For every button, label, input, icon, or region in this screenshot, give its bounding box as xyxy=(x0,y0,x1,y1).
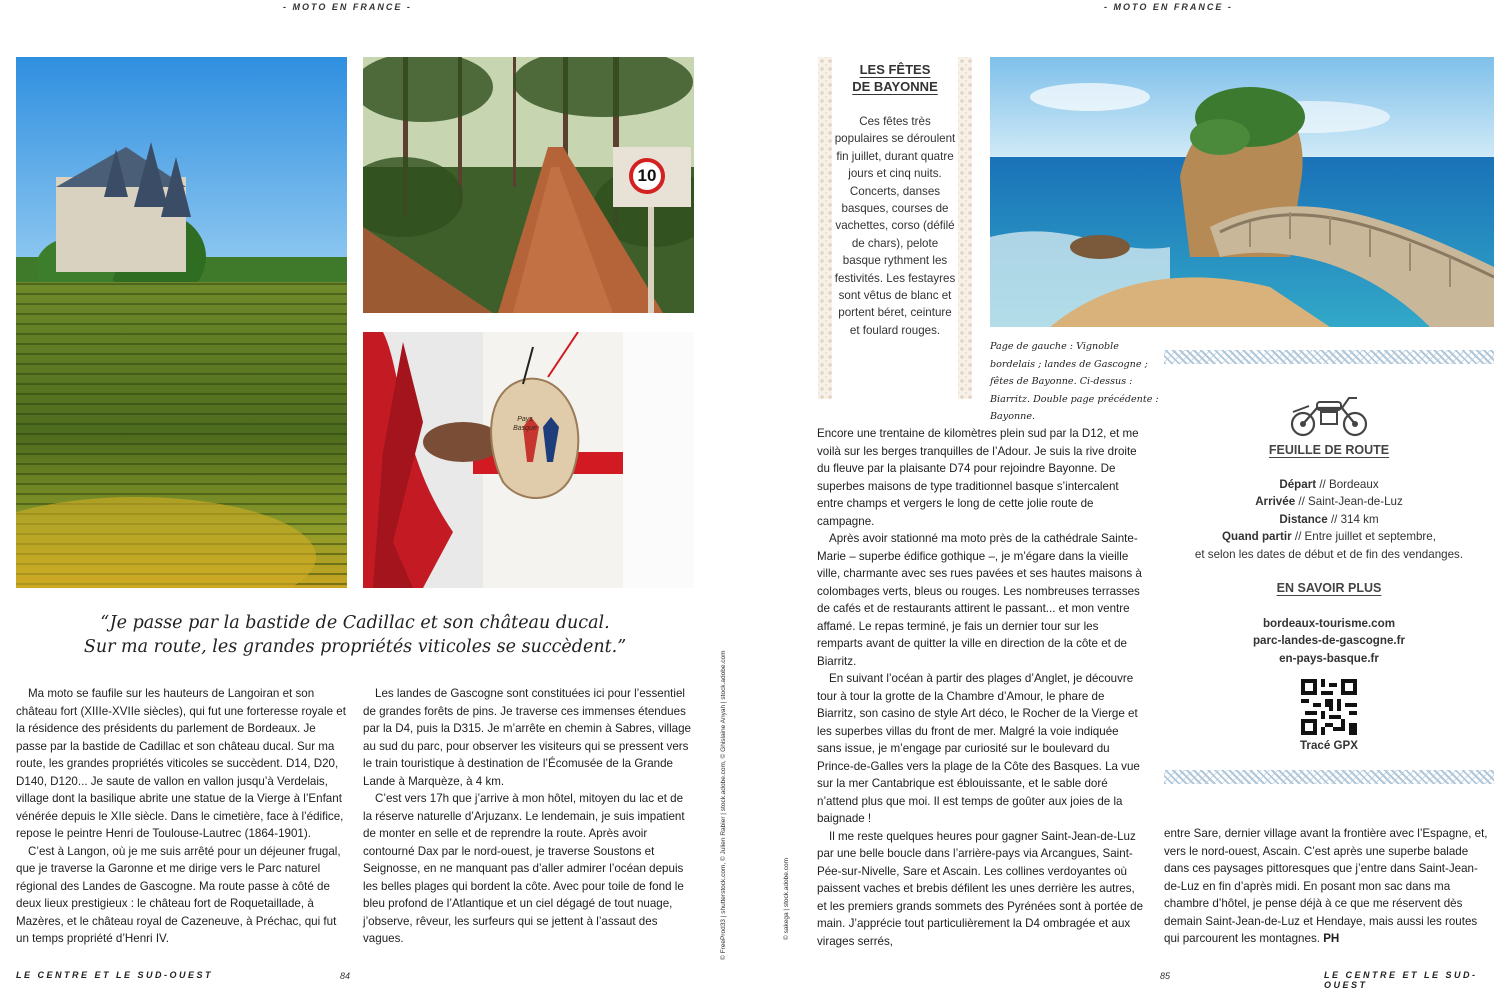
fetes-title xyxy=(834,61,956,95)
paragraph-text: entre Sare, dernier village avant la frontière avec l’Espagne, et, vers le nord-ouest, Ascain. C’est après une superbe balade dans ces paysages pittoresques que j’entre dans Saint-Jean-de-Luz en fin d’après midi. En posant mon sac dans ma chambre d’hôtel, je pense déjà à ce que me réservent dès demain Saint-Jean-de-Luz et Hendaye, mais aussi les routes qui parcourent les montagnes. xyxy=(1164,827,1488,945)
qr-code-icon[interactable] xyxy=(1301,679,1357,735)
running-head-right: - MOTO EN FRANCE - xyxy=(1104,2,1233,12)
paragraph: Ma moto se faufile sur les hauteurs de Langoiran et son château fort (XIIIe-XVIIe siècles), qui fut une forteresse royale et la résidence des présidents du parlement de Bordeaux. Je passe par la bastide de Cadillac et son château ducal. Sur ma route, les grandes propriétés viticoles se succèdent. D14, D20, D140, D120... Je saute de vallon en vallon jusqu’à Verdelais, village dont la basilique abrite une statue de la Vierge à l’Enfant vénérée depuis le XIIe siècle. Dans le cimetière, face à l’édifice, repose le peintre Henri de Toulouse-Lautrec (1864-1901). xyxy=(16,687,346,840)
distance-label: Distance xyxy=(1279,512,1328,526)
savoir-plus-title: EN SAVOIR PLUS xyxy=(1276,581,1382,595)
paragraph: C’est à Langon, où je me suis arrêté pour un déjeuner frugal, que je traverse la Garonne et me dirige vers le Parc naturel régional des Landes de Gascogne. Ma route passe à côté de deux lieux prestigieux : le château fort de Roquetaillade, à Mazères, et le château royal de Cazeneuve, à Préchac, qui fut un temps propriété d’Henri IV. xyxy=(16,844,341,945)
fetes-title-line1: LES FÊTES xyxy=(859,62,931,77)
forest-road-photo xyxy=(363,57,694,313)
arrivee-label: Arrivée xyxy=(1255,495,1296,508)
depart-label: Départ xyxy=(1279,477,1317,491)
body-column-1 xyxy=(16,685,347,948)
quand-value: // Entre juillet et septembre, xyxy=(1294,530,1436,543)
roadbook-box xyxy=(1164,392,1494,755)
roadbook-depart xyxy=(1164,476,1494,494)
decorative-stripe-top xyxy=(1164,350,1494,364)
vineyard-photo xyxy=(16,57,347,588)
paragraph: En suivant l’océan à partir des plages d’Anglet, je découvre tour à tour la grotte de la Chambre d’Amour, le phare de Biarritz, son casino de style Art déco, le Rocher de la Vierge et les superbes villas du front de mer. Malgré la voie indiquée sans issue, je m’engage par curiosité sur le boulevard du Prince-de-Galles vers la plage de la Côte des Basques. La vue sur la mer Cantabrique est éblouissante, et le sable doré n’attend plus que moi. Il est temps de goûter aux joies de la baignade ! xyxy=(817,672,1140,825)
flask-label-line1: Pays xyxy=(517,416,533,423)
roadbook-distance xyxy=(1164,511,1494,529)
paragraph xyxy=(1164,825,1494,948)
body-column-2 xyxy=(363,685,694,948)
footer-section-left: LE CENTRE ET LE SUD-OUEST xyxy=(16,970,214,980)
flask-label-line2: Basque xyxy=(513,425,537,432)
speed-limit-sign: 10 xyxy=(629,158,665,194)
motorcycle-icon xyxy=(1164,392,1494,438)
body-column-4 xyxy=(1164,825,1494,948)
page-number-right: 85 xyxy=(1160,971,1171,981)
pull-quote-line2: Sur ma route, les grandes propriétés viticoles se succèdent.” xyxy=(83,637,627,657)
footer-section-right: LE CENTRE ET LE SUD-OUEST xyxy=(1324,970,1478,990)
paragraph: Les landes de Gascogne sont constituées ici pour l’essentiel de grandes forêts de pins. Je traverse ces immenses étendues par la D4, puis la D315. Je m’arrête en chemin à Sabres, village au sud du parc, pour observer les visiteurs qui se pressent vers le train touristique à destination de l’Écomusée de la Grande Lande à Marquèze, à 4 km. xyxy=(363,687,692,788)
flask-label xyxy=(510,415,540,433)
link-bordeaux-tourisme[interactable]: bordeaux-tourisme.com xyxy=(1262,616,1396,630)
paragraph: Il me reste quelques heures pour gagner Saint-Jean-de-Luz par une belle boucle dans l’arrière-pays via Arcangues, Saint-Pée-sur-Nivelle, Sare et Ascain. Les collines verdoyantes où paissent vaches et brebis défilent les unes derrière les autres, et les premiers grands sommets des Pyrénées sont à portée de main. J’apprécie tout particulièrement la D4 ombragée et aux virages serrés, xyxy=(817,829,1144,948)
running-head-left: - MOTO EN FRANCE - xyxy=(283,2,412,12)
link-parc-landes[interactable]: parc-landes-de-gascogne.fr xyxy=(1252,634,1406,647)
roadbook-quand xyxy=(1164,528,1494,546)
body-column-3 xyxy=(817,425,1144,950)
depart-value: // Bordeaux xyxy=(1319,477,1379,491)
page-number-left: 84 xyxy=(340,971,351,981)
fetes-sidebar xyxy=(834,57,956,399)
photo-credit-right: © sakega | stock.adobe.com xyxy=(783,858,790,940)
roadbook-title: FEUILLE DE ROUTE xyxy=(1268,443,1390,457)
qr-label: Tracé GPX xyxy=(1299,739,1358,752)
author-signature: PH xyxy=(1323,932,1340,945)
roadbook-arrivee xyxy=(1164,493,1494,511)
basque-festival-photo xyxy=(363,332,694,588)
quand-value-line2: et selon les dates de début et de fin des vendanges. xyxy=(1194,547,1464,561)
paragraph: Après avoir stationné ma moto près de la cathédrale Sainte-Marie – superbe édifice gothique –, je m’égare dans la vieille ville, charmante avec ses rues pavées et ses hautes maisons à colombages verts, bleus ou rouges. Les nombreuses terrasses de cafés et de restaurants attirent le passant... et mon ventre affamé. Le repas terminé, je fais un dernier tour sur les remparts avant de quitter la ville en direction de la côte et de Biarritz. xyxy=(817,532,1142,668)
distance-value: // 314 km xyxy=(1330,512,1379,526)
quand-label: Quand partir xyxy=(1222,530,1292,543)
fetes-text: Ces fêtes très populaires se déroulent fin juillet, durant quatre jours et cinq nuits. Concerts, danses basques, courses de vachettes, corso (défilé de chars), pelote basque rythment les festivités. Les festayres sont vêtus de blanc et portent béret, ceinture et foulard rouges. xyxy=(834,115,956,337)
biarritz-photo xyxy=(990,57,1494,327)
pull-quote-line1: “Je passe par la bastide de Cadillac et son château ducal. xyxy=(100,613,610,633)
pull-quote xyxy=(16,611,694,659)
paragraph: C’est vers 17h que j’arrive à mon hôtel, mitoyen du lac et de la réserve naturelle d’Arjuzanx. Le lendemain, je suis impatient de monter en selle et de reprendre la route. Après avoir contourné Dax par le nord-ouest, je traverse Soustons et Seignosse, en ne manquant pas d’aller admirer l’océan depuis les belles plages qui bordent la côte. Avec pour toile de fond le bleu profond de l’Atlantique et un ciel dégagé de tout nuage, j’observe, rêveur, les surfeurs qui se jettent à l’assaut des vagues. xyxy=(363,792,685,945)
fetes-title-line2: DE BAYONNE xyxy=(852,79,938,94)
photo-credit-left: © FreeProd33 | shutterstock.com, © Julien Rabier | stock.adobe.com, © Ghislaine Anyah | stock.adobe.com xyxy=(720,650,727,960)
lace-border-left xyxy=(818,57,832,399)
paragraph: Encore une trentaine de kilomètres plein sud par la D12, et me voilà sur les berges tranquilles de l’Adour. Je suis la rive droite du fleuve par la plaisante D74 pour rejoindre Bayonne. De superbes maisons de type traditionnel basque s’intercalent entre champs et vergers le long de cette jolie route de campagne. xyxy=(817,427,1139,528)
lace-border-right xyxy=(958,57,972,399)
photo-caption: Page de gauche : Vignoble bordelais ; landes de Gascogne ; fêtes de Bayonne. Ci-dessus : Biarritz. Double page précédente : Bayonne. xyxy=(990,341,1159,423)
link-pays-basque[interactable]: en-pays-basque.fr xyxy=(1279,651,1379,665)
decorative-stripe-bottom xyxy=(1164,770,1494,784)
arrivee-value: // Saint-Jean-de-Luz xyxy=(1298,495,1403,508)
